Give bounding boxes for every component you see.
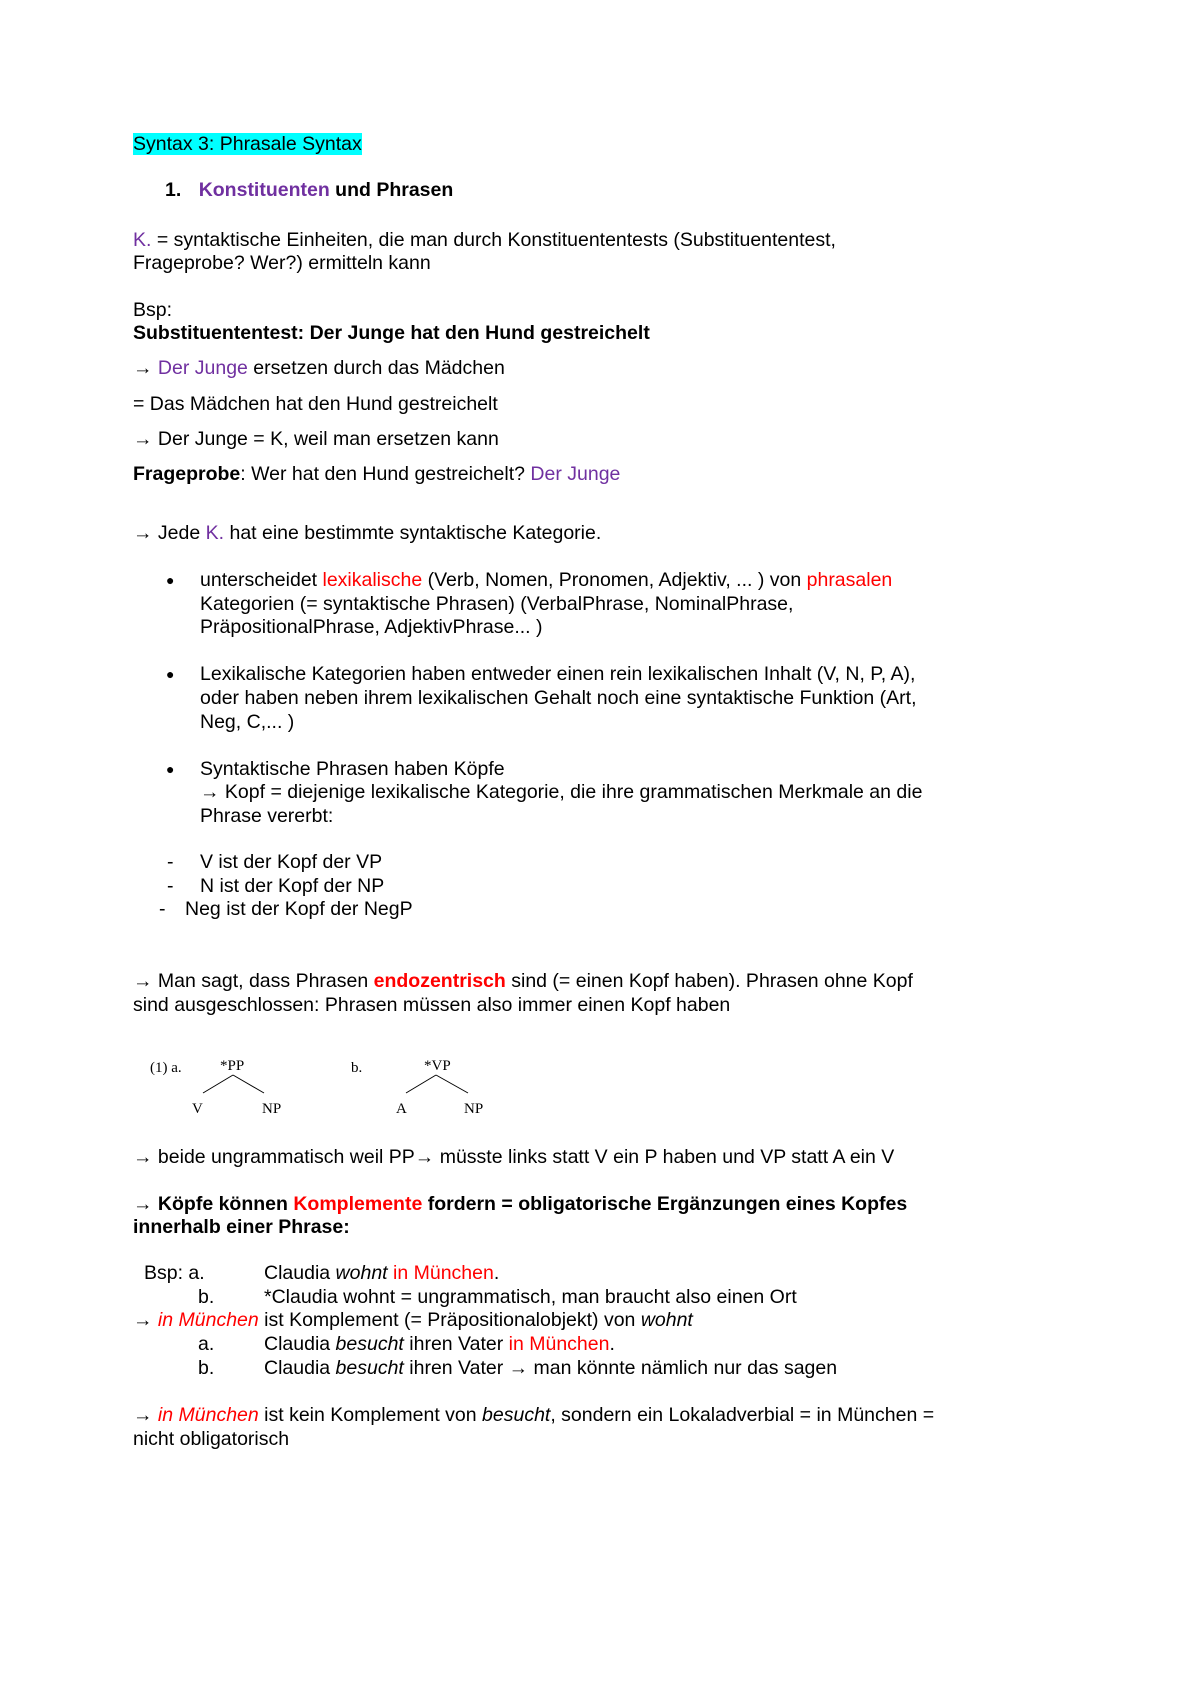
dash-icon: -: [167, 875, 174, 897]
bullet-1-line-2: Kategorien (= syntaktische Phrasen) (VerbalPhrase, NominalPhrase,: [200, 593, 794, 615]
dash-item-1: V ist der Kopf der VP: [200, 851, 383, 873]
bullet-3-line-2: → Kopf = diejenige lexikalische Kategorie, die ihre grammatischen Merkmale an die: [200, 781, 923, 803]
example-line-2: = Das Mädchen hat den Hund gestreichelt: [133, 393, 498, 415]
tree-b-branch-left: [406, 1075, 436, 1093]
tree-b-left: A: [396, 1101, 407, 1117]
beide-line: → beide ungrammatisch weil PP→ müsste links statt V ein P haben und VP statt A ein V: [133, 1146, 895, 1168]
substituententest-title: Substituententest: Der Junge hat den Hund gestreichelt: [133, 322, 650, 344]
syntax-trees: [140, 1048, 520, 1128]
tree-a-branch-right: [233, 1075, 264, 1093]
arrow-icon: →: [133, 1193, 153, 1215]
arrow-icon: →: [133, 428, 153, 450]
tree-a-right: NP: [262, 1101, 282, 1117]
tree-label-b: b.: [351, 1060, 363, 1076]
frageprobe-line: Frageprobe: Wer hat den Hund gestreichelt? Der Junge: [133, 463, 621, 485]
heading-number: 1.: [165, 179, 182, 201]
arrow-icon: →: [133, 357, 153, 379]
heading-rest: und Phrasen: [329, 179, 454, 201]
tree-b-top: *VP: [424, 1058, 451, 1074]
tree-b-branch-right: [436, 1075, 468, 1093]
example-b-label: b.: [198, 1286, 215, 1308]
example-bsp-label: Bsp: a.: [144, 1262, 205, 1284]
dash-icon: -: [167, 851, 174, 873]
endo-line-1: → Man sagt, dass Phrasen endozentrisch sind (= einen Kopf haben). Phrasen ohne Kopf: [133, 970, 913, 992]
arrow-icon: →: [133, 522, 153, 544]
definition-line-1: K. = syntaktische Einheiten, die man durch Konstituententests (Substituententest,: [133, 229, 836, 251]
tree-b-right: NP: [464, 1101, 484, 1117]
example-a2: Claudia besucht ihren Vater in München.: [264, 1333, 615, 1355]
komplement-line: → in München ist Komplement (= Präpositionalobjekt) von wohnt: [133, 1309, 693, 1331]
bullet-icon: ●: [166, 572, 175, 588]
jede-line: → Jede K. hat eine bestimmte syntaktische Kategorie.: [133, 522, 602, 544]
koepfe-line-1: → Köpfe können Komplemente fordern = obligatorische Ergänzungen eines Kopfes: [133, 1193, 908, 1215]
heading-konstituenten: Konstituenten: [198, 179, 330, 201]
arrow-icon: →: [133, 1146, 153, 1168]
arrow-icon: →: [133, 970, 153, 992]
final-line-1: → in München ist kein Komplement von besucht, sondern ein Lokaladverbial = in München =: [133, 1404, 935, 1426]
dash-item-2: N ist der Kopf der NP: [200, 875, 385, 897]
bsp-label: Bsp:: [133, 299, 173, 321]
example-b2: Claudia besucht ihren Vater → man könnte nämlich nur das sagen: [264, 1357, 838, 1379]
arrow-icon: →: [133, 1309, 153, 1331]
dash-icon: -: [159, 898, 166, 920]
final-line-2: nicht obligatorisch: [133, 1428, 290, 1450]
tree-a-left: V: [192, 1101, 203, 1117]
definition-line-2: Frageprobe? Wer?) ermitteln kann: [133, 252, 431, 274]
bullet-2-line-2: oder haben neben ihrem lexikalischen Gehalt noch eine syntaktische Funktion (Art,: [200, 687, 917, 709]
example-line-1: → Der Junge ersetzen durch das Mädchen: [133, 357, 505, 379]
section-heading: [165, 178, 453, 202]
bullet-3-line-3: Phrase vererbt:: [200, 805, 334, 827]
page-title: Syntax 3: Phrasale Syntax: [133, 133, 362, 155]
bullet-3-line-1: Syntaktische Phrasen haben Köpfe: [200, 758, 505, 780]
bullet-1-line-3: PräpositionalPhrase, AdjektivPhrase... ): [200, 616, 543, 638]
example-b2-label: b.: [198, 1357, 215, 1379]
bullet-2-line-1: Lexikalische Kategorien haben entweder einen rein lexikalischen Inhalt (V, N, P, A),: [200, 663, 916, 685]
example-line-3: → Der Junge = K, weil man ersetzen kann: [133, 428, 499, 450]
tree-a-branch-left: [203, 1075, 233, 1093]
bullet-icon: ●: [166, 761, 175, 777]
example-b: *Claudia wohnt = ungrammatisch, man braucht also einen Ort: [264, 1286, 797, 1308]
example-a2-label: a.: [198, 1333, 215, 1355]
arrow-icon: →: [133, 1404, 153, 1426]
bullet-icon: ●: [166, 666, 175, 682]
bullet-2-line-3: Neg, C,... ): [200, 711, 295, 733]
arrow-icon: →: [508, 1357, 529, 1379]
tree-a-top: *PP: [220, 1058, 245, 1074]
koepfe-line-2: innerhalb einer Phrase:: [133, 1216, 350, 1238]
arrow-icon: →: [200, 781, 220, 803]
dash-item-3: Neg ist der Kopf der NegP: [185, 898, 413, 920]
example-a: Claudia wohnt in München.: [264, 1262, 500, 1284]
endo-line-2: sind ausgeschlossen: Phrasen müssen also immer einen Kopf haben: [133, 994, 731, 1016]
bullet-1-line-1: unterscheidet lexikalische (Verb, Nomen, Pronomen, Adjektiv, ... ) von phrasalen: [200, 569, 893, 591]
arrow-icon: →: [414, 1146, 435, 1168]
tree-label-a: (1) a.: [150, 1060, 182, 1076]
